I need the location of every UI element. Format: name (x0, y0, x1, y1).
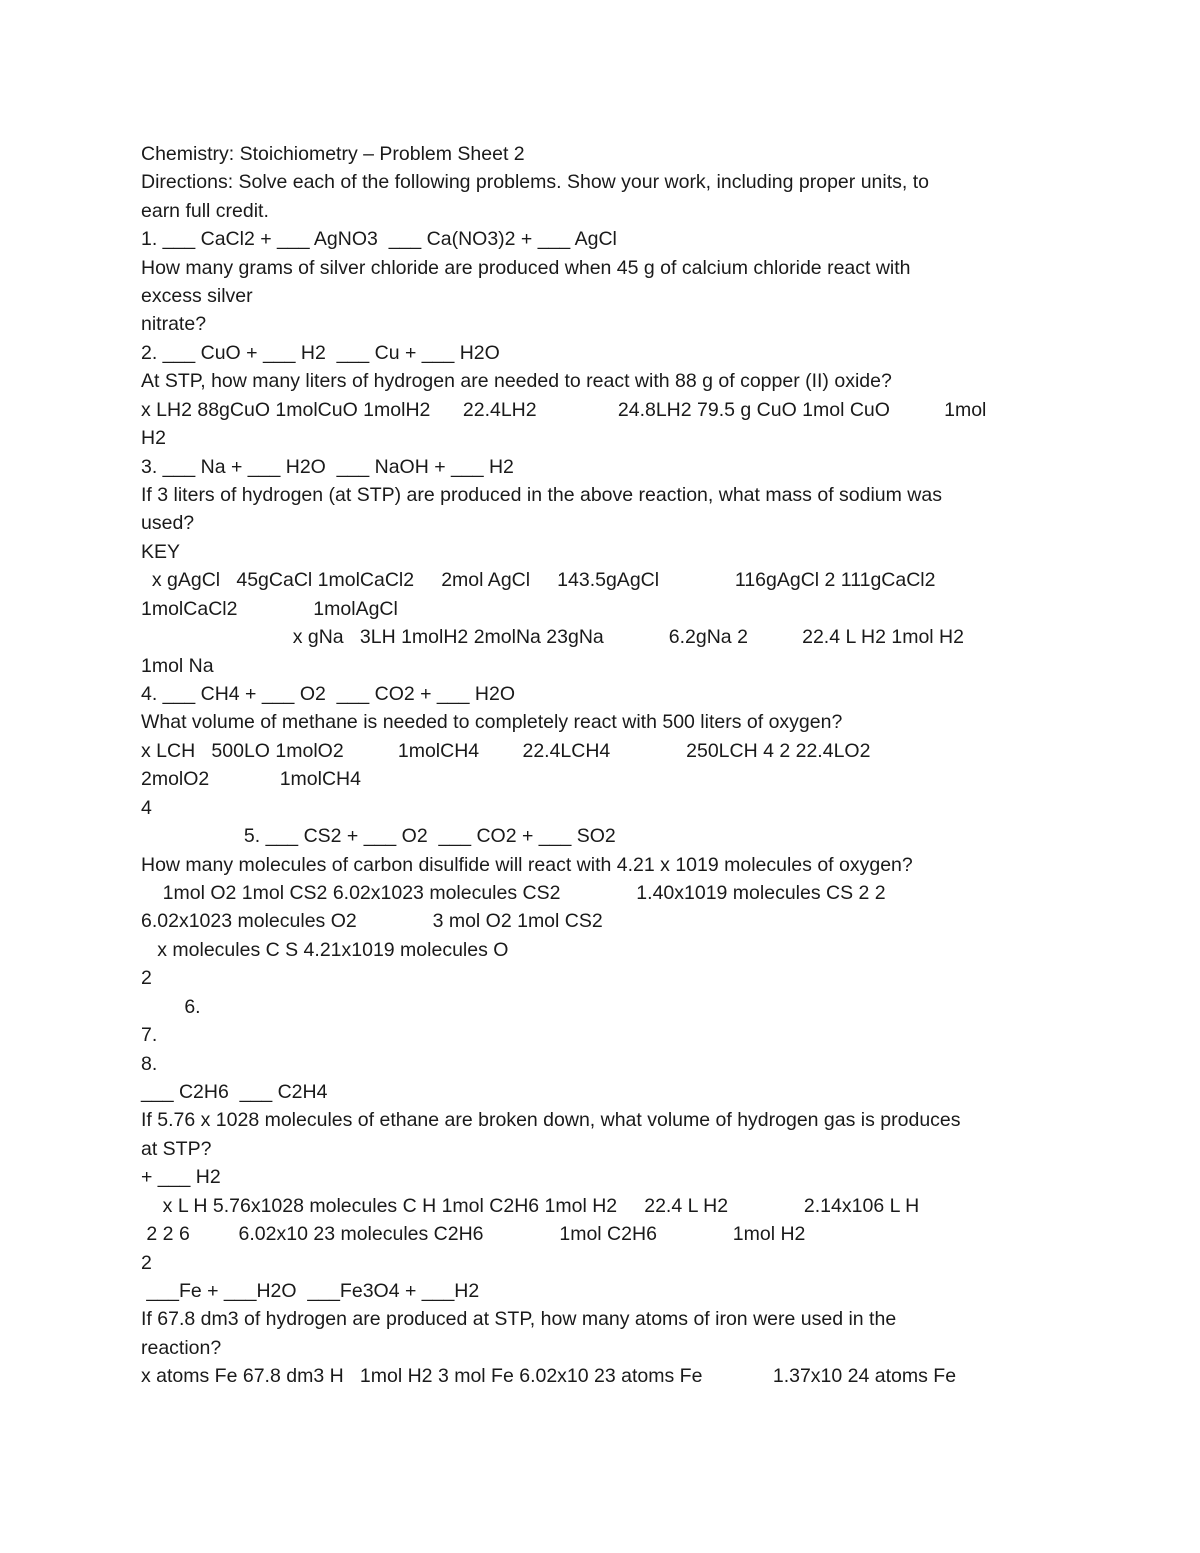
text-line: If 3 liters of hydrogen (at STP) are produced in the above reaction, what mass of sodium was (141, 484, 942, 506)
text-line: 1. ___ CaCl2 + ___ AgNO3 ___ Ca(NO3)2 + ___ AgCl (141, 228, 617, 250)
text-line: How many molecules of carbon disulfide will react with 4.21 x 1019 molecules of oxygen? (141, 854, 913, 876)
text-line: x molecules C S 4.21x1019 molecules O (141, 939, 509, 961)
text-line: at STP? (141, 1138, 212, 1160)
text-line: 2 (141, 1252, 152, 1274)
text-line: 2molO2 1molCH4 (141, 768, 361, 790)
text-line: nitrate? (141, 313, 207, 335)
text-line: 1molCaCl2 1molAgCl (141, 598, 398, 620)
text-line: x gAgCl 45gCaCl 1molCaCl2 2mol AgCl 143.5gAgCl 116gAgCl 2 111gCaCl2 (141, 569, 936, 591)
text-line: x LCH 500LO 1molO2 1molCH4 22.4LCH4 250LCH 4 2 22.4LO2 (141, 740, 871, 762)
text-line: x L H 5.76x1028 molecules C H 1mol C2H6 1mol H2 22.4 L H2 2.14x106 L H (141, 1195, 920, 1217)
text-line: 8. (141, 1053, 158, 1075)
text-line: x gNa 3LH 1molH2 2molNa 23gNa 6.2gNa 2 22.4 L H2 1mol H2 (141, 626, 964, 648)
text-line: ___ C2H6 ___ C2H4 (141, 1081, 328, 1103)
text-line: 1mol O2 1mol CS2 6.02x1023 molecules CS2 1.40x1019 molecules CS 2 2 (141, 882, 886, 904)
text-line: 3. ___ Na + ___ H2O ___ NaOH + ___ H2 (141, 456, 514, 478)
text-line: How many grams of silver chloride are produced when 45 g of calcium chloride react with (141, 257, 911, 279)
text-line: What volume of methane is needed to completely react with 500 liters of oxygen? (141, 711, 843, 733)
text-line: + ___ H2 (141, 1166, 221, 1188)
text-line: 4 (141, 797, 152, 819)
text-line: earn full credit. (141, 200, 269, 222)
text-line: 4. ___ CH4 + ___ O2 ___ CO2 + ___ H2O (141, 683, 515, 705)
text-line: If 67.8 dm3 of hydrogen are produced at STP, how many atoms of iron were used in the (141, 1308, 897, 1330)
text-line: 2 2 6 6.02x10 23 molecules C2H6 1mol C2H6 1mol H2 (141, 1223, 806, 1245)
text-line: If 5.76 x 1028 molecules of ethane are broken down, what volume of hydrogen gas is produces (141, 1109, 961, 1131)
text-line: 6. (141, 996, 201, 1018)
text-line: 1mol Na (141, 655, 214, 677)
text-line: x atoms Fe 67.8 dm3 H 1mol H2 3 mol Fe 6.02x10 23 atoms Fe 1.37x10 24 atoms Fe (141, 1365, 957, 1387)
text-line: reaction? (141, 1337, 222, 1359)
text-line: Directions: Solve each of the following problems. Show your work, including proper units, to (141, 171, 929, 193)
text-line: H2 (141, 427, 166, 449)
text-line: ___Fe + ___H2O ___Fe3O4 + ___H2 (141, 1280, 480, 1302)
text-line: At STP, how many liters of hydrogen are needed to react with 88 g of copper (II) oxide? (141, 370, 892, 392)
text-line: 2. ___ CuO + ___ H2 ___ Cu + ___ H2O (141, 342, 500, 364)
document-title: Chemistry: Stoichiometry – Problem Sheet 2 (141, 143, 525, 165)
text-line: x LH2 88gCuO 1molCuO 1molH2 22.4LH2 24.8LH2 79.5 g CuO 1mol CuO 1mol (141, 399, 987, 421)
text-line: KEY (141, 541, 181, 563)
text-line: 6.02x1023 molecules O2 3 mol O2 1mol CS2 (141, 910, 603, 932)
text-line: 2 (141, 967, 152, 989)
text-line: used? (141, 512, 195, 534)
text-line: 7. (141, 1024, 158, 1046)
text-line: 5. ___ CS2 + ___ O2 ___ CO2 + ___ SO2 (141, 825, 616, 847)
text-line: excess silver (141, 285, 253, 307)
